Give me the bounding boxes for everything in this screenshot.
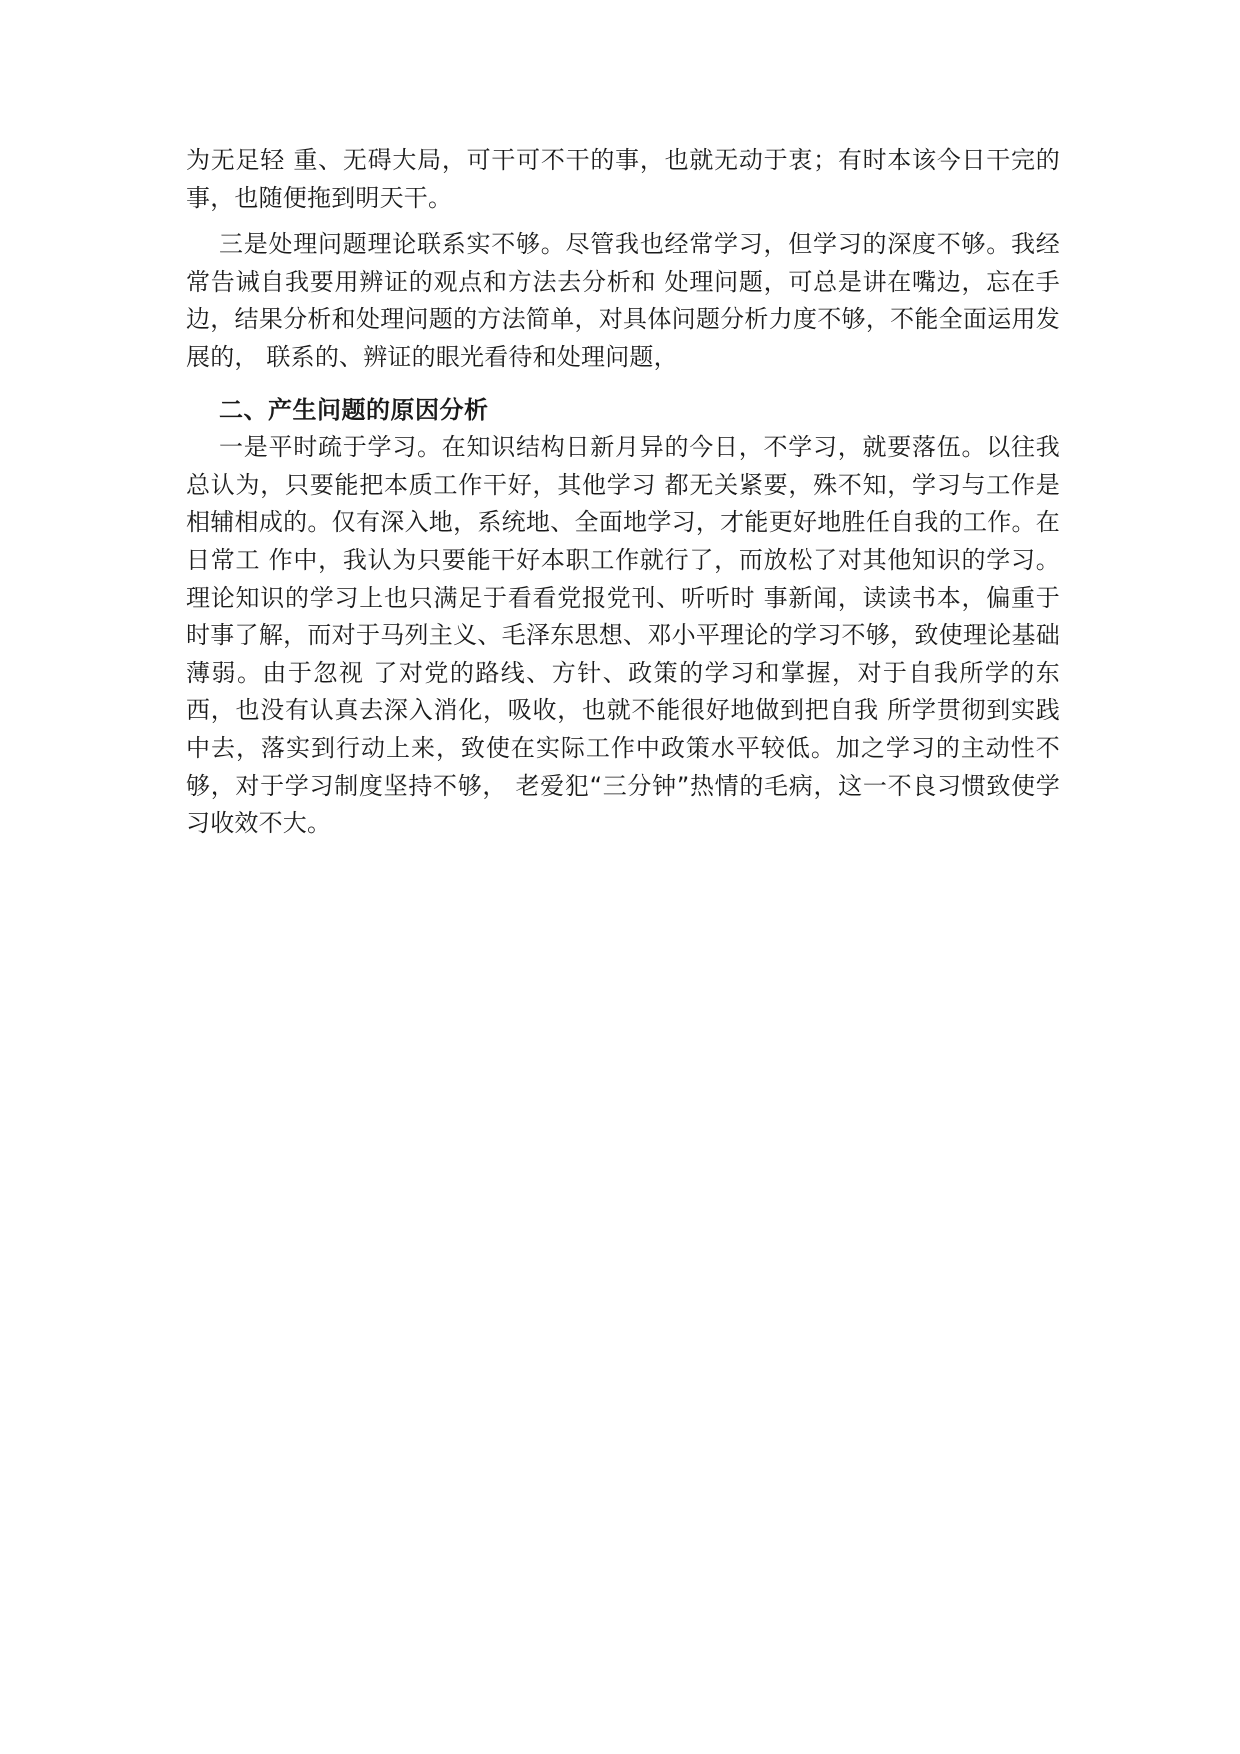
section-heading: 二、产生问题的原因分析 — [219, 395, 489, 424]
heading-spacer — [186, 377, 1060, 392]
document-body — [186, 142, 1060, 843]
cause-one-paragraph: 一是平时疏于学习。在知识结构日新月异的今日，不学习，就要落伍。以往我总认为，只要能把本质工作干好，其他学习 都无关紧要，殊不知，学习与工作是相辅相成的。仅有深入地，系统地、全面地学习，才能更好地胜任自我的工作。在日常工 作中，我认为只要能干好本职工作就行了，而放松了对其他知识的学习。理论知识的学习上也只满足于看看党报党刊、听听时 事新闻，读读书本，偏重于时事了解，而对于马列主义、毛泽东思想、邓小平理论的学习不够，致使理论基础薄弱。由于忽视 了对党的路线、方针、政策的学习和掌握，对于自我所学的东西，也没有认真去深入消化，吸收，也就不能很好地做到把自我 所学贯彻到实践中去，落实到行动上来，致使在实际工作中政策水平较低。加之学习的主动性不够，对于学习制度坚持不够， 老爱犯“三分钟”热情的毛病，这一不良习惯致使学习收效不大。 — [186, 433, 1060, 838]
problem-three-paragraph: 三是处理问题理论联系实不够。尽管我也经常学习，但学习的深度不够。我经常告诫自我要用辨证的观点和方法去分析和 处理问题，可总是讲在嘴边，忘在手边，结果分析和处理问题的方法简单，对具体问题分析力度不够，不能全面运用发展的， 联系的、辨证的眼光看待和处理问题， — [186, 230, 1060, 371]
paragraph-spacer — [186, 217, 1060, 226]
continuation-paragraph: 为无足轻 重、无碍大局，可干可不干的事，也就无动于衷；有时本该今日干完的事，也随便拖到明天干。 — [186, 146, 1060, 212]
